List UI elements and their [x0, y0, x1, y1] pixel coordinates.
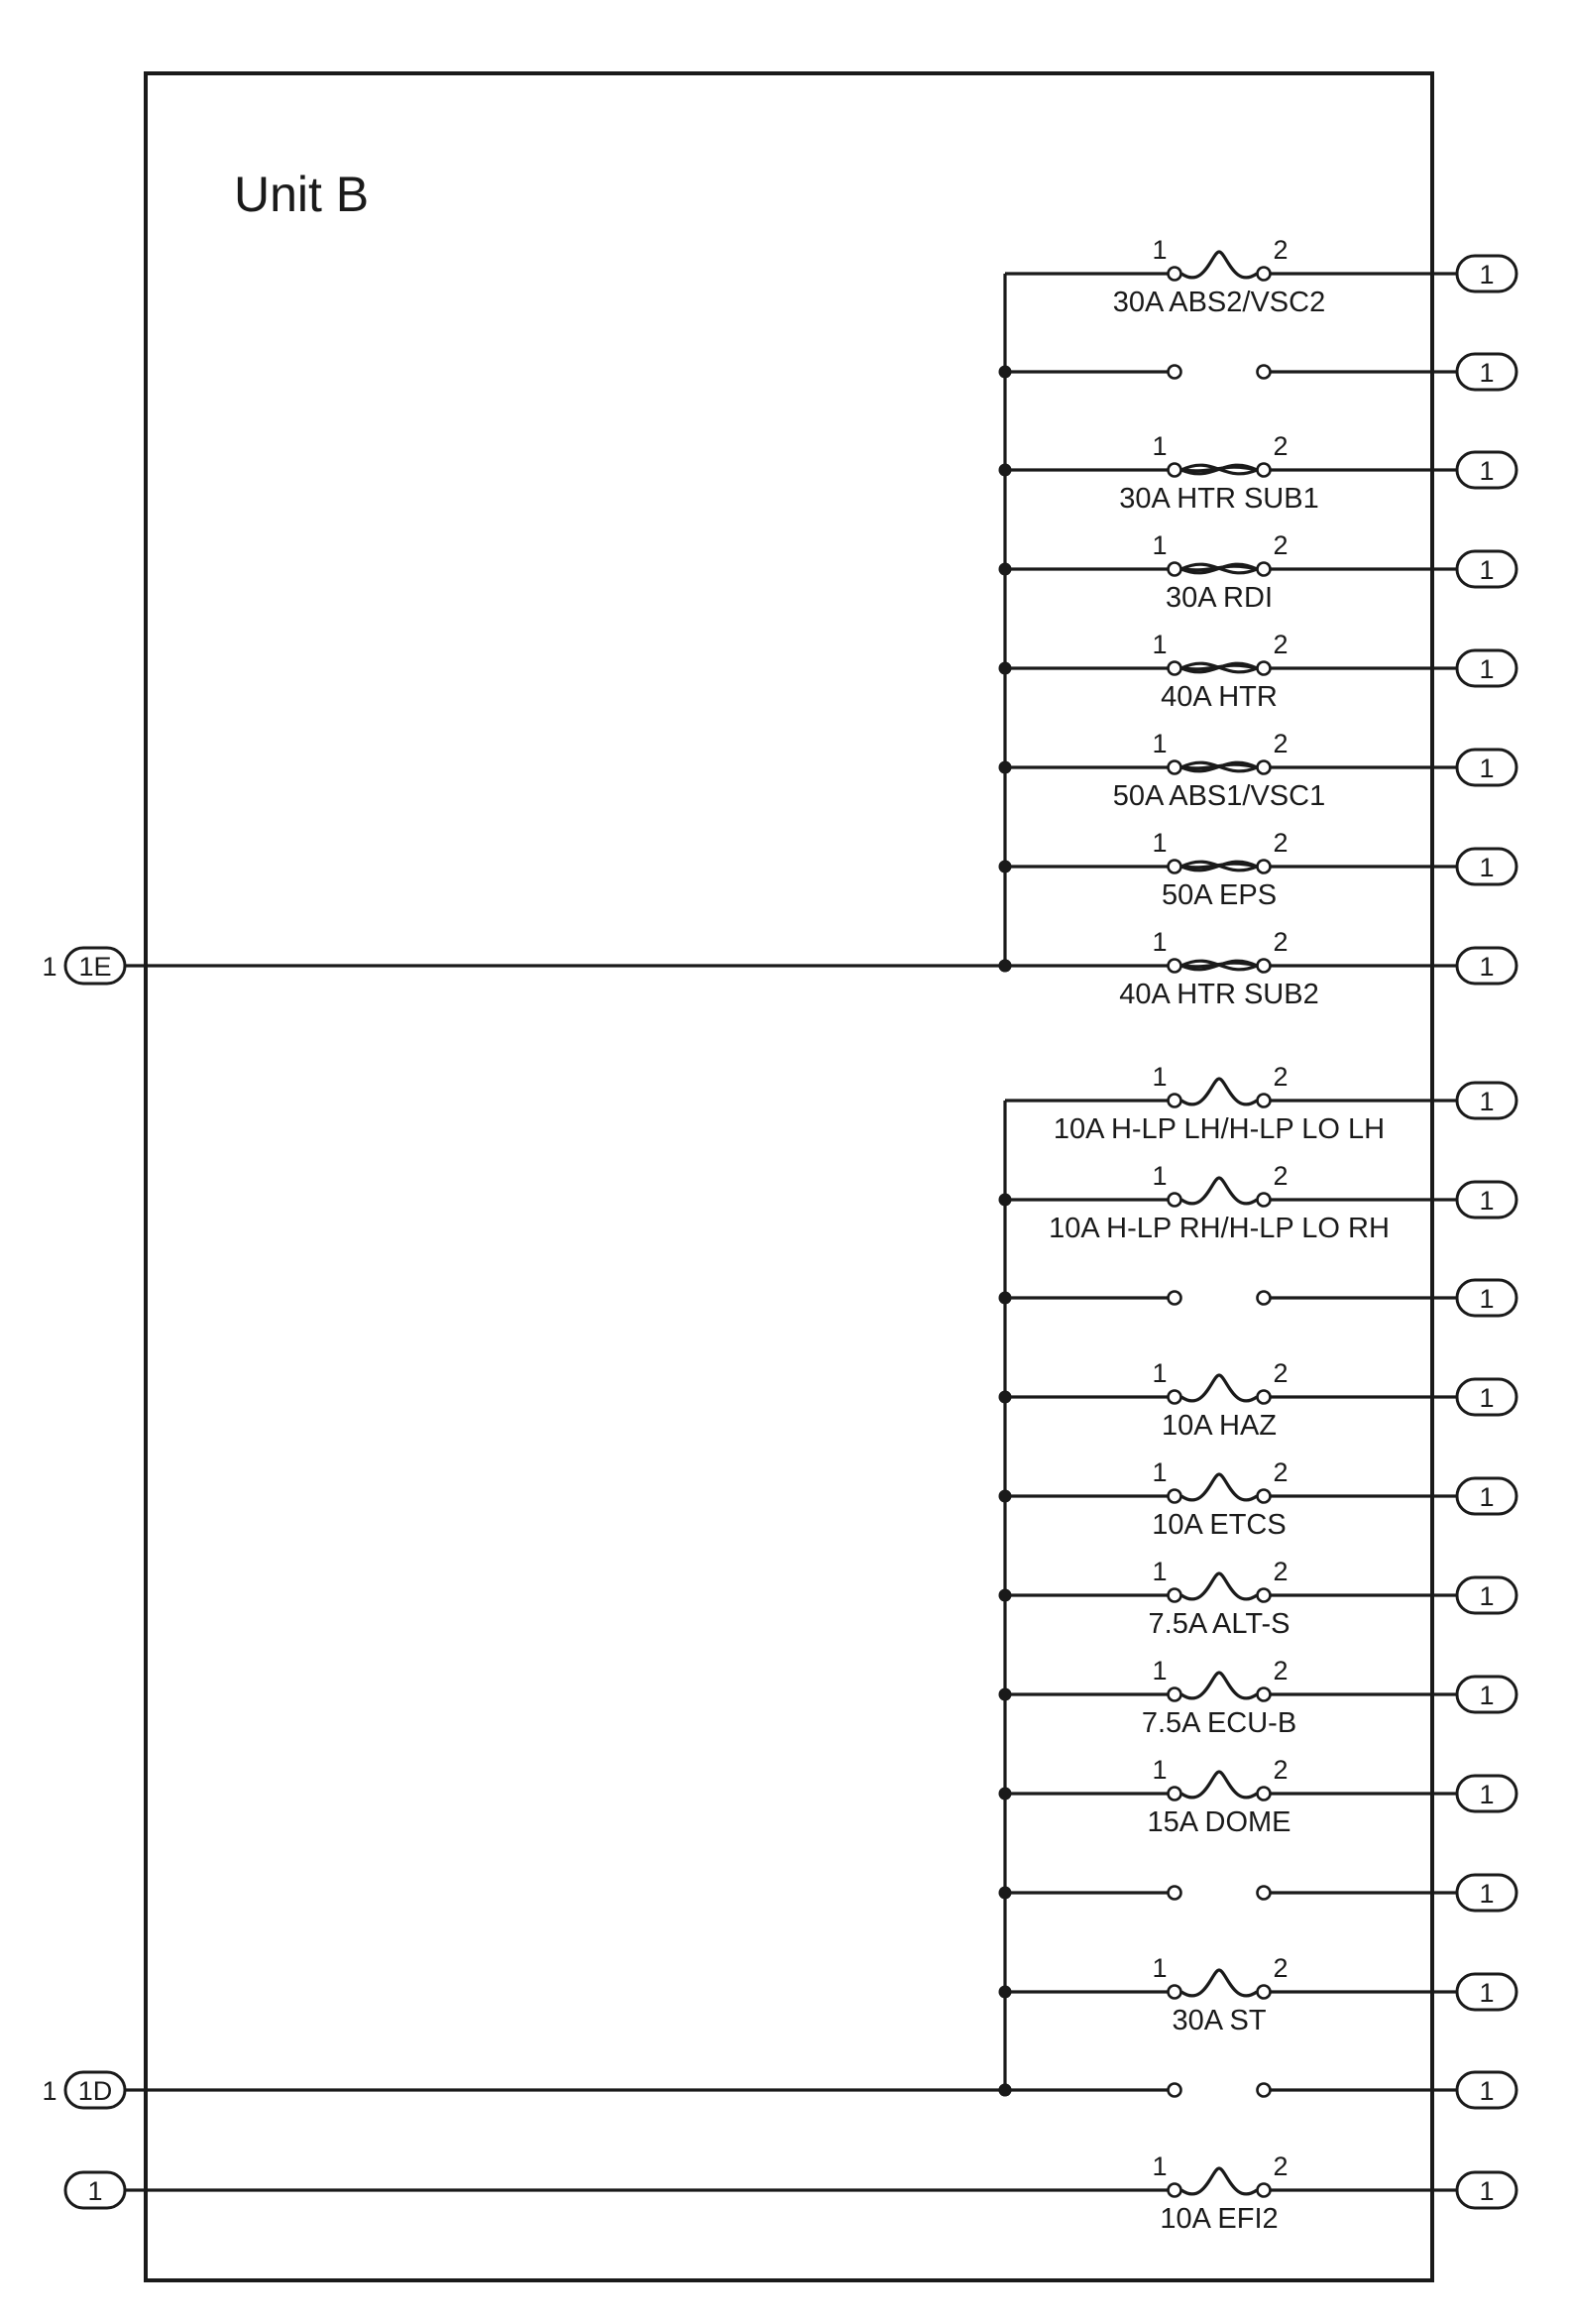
open-terminal-icon: [1169, 366, 1181, 379]
junction-dot-icon: [999, 1490, 1012, 1503]
right-connector-label: 1: [1479, 1978, 1495, 2008]
fuse-row: [999, 354, 1517, 390]
open-terminal-icon: [1169, 2184, 1181, 2197]
fuse-label: 10A H-LP RH/H-LP LO RH: [1049, 1213, 1390, 1244]
fuse-row: [999, 1358, 1517, 1442]
open-terminal-icon: [1169, 268, 1181, 281]
right-connector-label: 1: [1479, 555, 1495, 585]
left-connectors: [42, 948, 1011, 2208]
fuse-label: 10A H-LP LH/H-LP LO LH: [1053, 1113, 1386, 1145]
fuse-icon: [1181, 252, 1257, 278]
pin-1-label: 1: [1152, 1358, 1168, 1388]
open-terminal-icon: [1169, 1095, 1181, 1107]
junction-dot-icon: [999, 1986, 1012, 1999]
junction-dot-icon: [999, 1589, 1012, 1602]
right-connector-label: 1: [1479, 1284, 1495, 1314]
fuse-label: 10A EFI2: [1160, 2203, 1279, 2235]
fuse-row: [999, 1953, 1517, 2036]
fuse-row: [1005, 1062, 1516, 1145]
pin-2-label: 2: [1273, 630, 1289, 659]
pin-1-label: 1: [1152, 1557, 1168, 1586]
pin-2-label: 2: [1273, 828, 1289, 858]
pin-2-label: 2: [1273, 1457, 1289, 1487]
junction-dot-icon: [999, 960, 1012, 973]
open-terminal-icon: [1258, 268, 1271, 281]
pin-2-label: 2: [1273, 1161, 1289, 1191]
junction-dot-icon: [999, 861, 1012, 873]
pin-1-label: 1: [1152, 828, 1168, 858]
open-terminal-icon: [1258, 1986, 1271, 1999]
pin-2-label: 2: [1273, 1656, 1289, 1685]
fuse-row: [999, 927, 1517, 1010]
right-connector-label: 1: [1479, 1087, 1495, 1116]
fuse-label: 10A HAZ: [1161, 1410, 1278, 1442]
open-terminal-icon: [1258, 1292, 1271, 1305]
open-terminal-icon: [1169, 861, 1181, 873]
fuse-label: 15A DOME: [1147, 1806, 1291, 1838]
fuse-label: 30A ABS2/VSC2: [1112, 287, 1326, 318]
junction-dot-icon: [999, 1887, 1012, 1900]
fuse-row: [999, 1161, 1517, 1244]
fuse-row: [999, 1457, 1517, 1541]
fuse-row: [999, 828, 1517, 911]
pin-1-label: 1: [1152, 431, 1168, 461]
fuse-row: [999, 1280, 1517, 1316]
fuse-icon: [1181, 1573, 1257, 1599]
left-connector-pin: 1: [42, 2076, 57, 2106]
fuse-label: 50A ABS1/VSC1: [1112, 780, 1326, 812]
junction-dot-icon: [999, 366, 1012, 379]
open-terminal-icon: [1258, 761, 1271, 774]
junction-dot-icon: [999, 1292, 1012, 1305]
fuse-label: 30A ST: [1172, 2005, 1267, 2036]
junction-dot-icon: [999, 761, 1012, 774]
right-connector-label: 1: [1479, 1879, 1495, 1909]
pin-1-label: 1: [1152, 1656, 1168, 1685]
right-connector-label: 1: [1479, 2076, 1495, 2106]
pin-1-label: 1: [1152, 2151, 1168, 2181]
open-terminal-icon: [1169, 1194, 1181, 1207]
open-terminal-icon: [1258, 2084, 1271, 2097]
pin-1-label: 1: [1152, 1755, 1168, 1785]
open-terminal-icon: [1169, 2084, 1181, 2097]
open-terminal-icon: [1169, 464, 1181, 477]
open-terminal-icon: [1258, 1788, 1271, 1801]
pin-2-label: 2: [1273, 2151, 1289, 2181]
fuse-label: 40A HTR: [1161, 681, 1278, 713]
right-connector-label: 1: [1479, 754, 1495, 783]
fuse-icon: [1181, 1375, 1257, 1401]
open-terminal-icon: [1258, 2184, 1271, 2197]
left-connector-label: 1: [87, 2176, 103, 2206]
pin-1-label: 1: [1152, 729, 1168, 758]
fuse-row: [999, 1557, 1517, 1640]
left-connector: [65, 2172, 146, 2208]
junction-dot-icon: [999, 1391, 1012, 1404]
right-connector-label: 1: [1479, 1581, 1495, 1611]
fuse-icon: [1181, 2168, 1257, 2194]
junction-dot-icon: [999, 1688, 1012, 1701]
pin-2-label: 2: [1273, 235, 1289, 265]
fuse-row: [999, 630, 1517, 713]
fuse-icon: [1181, 1673, 1257, 1698]
open-terminal-icon: [1169, 1589, 1181, 1602]
right-connector-label: 1: [1479, 260, 1495, 290]
left-connector-label: 1D: [77, 2076, 113, 2106]
open-terminal-icon: [1258, 563, 1271, 576]
fuse-row: [999, 1755, 1517, 1838]
open-terminal-icon: [1169, 662, 1181, 675]
right-connector-label: 1: [1479, 1780, 1495, 1809]
open-terminal-icon: [1258, 366, 1271, 379]
left-connector-label: 1E: [78, 952, 112, 982]
right-connector-label: 1: [1479, 358, 1495, 388]
open-terminal-icon: [1258, 1194, 1271, 1207]
fuse-rows: [146, 235, 1516, 2235]
open-terminal-icon: [1258, 1589, 1271, 1602]
left-connector: [42, 948, 1011, 984]
fuse-label: 50A EPS: [1161, 879, 1278, 911]
pin-1-label: 1: [1152, 630, 1168, 659]
fuse-icon: [1181, 1079, 1257, 1104]
open-terminal-icon: [1169, 1688, 1181, 1701]
open-terminal-icon: [1169, 1490, 1181, 1503]
pin-1-label: 1: [1152, 927, 1168, 957]
fuse-label: 10A ETCS: [1152, 1509, 1287, 1541]
left-connector-pin: 1: [42, 952, 57, 982]
open-terminal-icon: [1169, 563, 1181, 576]
fuse-icon: [1181, 1474, 1257, 1500]
open-terminal-icon: [1258, 1391, 1271, 1404]
open-terminal-icon: [1169, 1391, 1181, 1404]
open-terminal-icon: [1258, 662, 1271, 675]
fuse-label: 7.5A ALT-S: [1148, 1608, 1290, 1640]
open-terminal-icon: [1258, 464, 1271, 477]
fuse-row: [999, 1875, 1517, 1911]
fuse-row: [999, 530, 1517, 614]
fuse-icon: [1181, 1178, 1257, 1204]
open-terminal-icon: [1258, 1688, 1271, 1701]
junction-dot-icon: [999, 1194, 1012, 1207]
pin-2-label: 2: [1273, 729, 1289, 758]
fuse-label: 40A HTR SUB2: [1119, 979, 1319, 1010]
fuse-label: 30A RDI: [1166, 582, 1273, 614]
right-connector-label: 1: [1479, 1186, 1495, 1216]
open-terminal-icon: [1258, 861, 1271, 873]
pin-2-label: 2: [1273, 1062, 1289, 1092]
pin-1-label: 1: [1152, 1062, 1168, 1092]
right-connector-label: 1: [1479, 1681, 1495, 1710]
pin-1-label: 1: [1152, 1161, 1168, 1191]
right-connector-label: 1: [1479, 654, 1495, 684]
fuse-row: [999, 2072, 1517, 2108]
fuse-row: [146, 2151, 1516, 2235]
junction-dot-icon: [999, 563, 1012, 576]
open-terminal-icon: [1169, 960, 1181, 973]
open-terminal-icon: [1258, 1490, 1271, 1503]
right-connector-label: 1: [1479, 456, 1495, 486]
left-connector: [42, 2072, 1011, 2108]
fuse-row: [999, 431, 1517, 515]
pin-2-label: 2: [1273, 431, 1289, 461]
fuse-icon: [1181, 1772, 1257, 1798]
junction-dot-icon: [999, 1788, 1012, 1801]
pin-1-label: 1: [1152, 1953, 1168, 1983]
pin-2-label: 2: [1273, 1953, 1289, 1983]
pin-2-label: 2: [1273, 530, 1289, 560]
right-connector-label: 1: [1479, 1482, 1495, 1512]
pin-2-label: 2: [1273, 927, 1289, 957]
junction-dot-icon: [999, 2084, 1012, 2097]
pin-1-label: 1: [1152, 1457, 1168, 1487]
unit-frame: [146, 73, 1432, 2280]
open-terminal-icon: [1169, 1887, 1181, 1900]
fuse-row: [999, 729, 1517, 812]
open-terminal-icon: [1258, 1095, 1271, 1107]
open-terminal-icon: [1258, 960, 1271, 973]
unit-border: [146, 73, 1432, 2280]
pin-1-label: 1: [1152, 530, 1168, 560]
junction-dot-icon: [999, 464, 1012, 477]
pin-2-label: 2: [1273, 1557, 1289, 1586]
pin-2-label: 2: [1273, 1755, 1289, 1785]
right-connector-label: 1: [1479, 1383, 1495, 1413]
open-terminal-icon: [1169, 1986, 1181, 1999]
right-connector-label: 1: [1479, 952, 1495, 982]
open-terminal-icon: [1169, 761, 1181, 774]
right-connector-label: 1: [1479, 853, 1495, 882]
fuse-label: 7.5A ECU-B: [1141, 1707, 1297, 1739]
fuse-label: 30A HTR SUB1: [1119, 483, 1319, 515]
pin-2-label: 2: [1273, 1358, 1289, 1388]
fuse-row: [999, 1656, 1517, 1739]
open-terminal-icon: [1169, 1788, 1181, 1801]
fuse-row: [1005, 235, 1516, 318]
junction-dot-icon: [999, 662, 1012, 675]
right-connector-label: 1: [1479, 2176, 1495, 2206]
fuse-icon: [1181, 1970, 1257, 1996]
open-terminal-icon: [1258, 1887, 1271, 1900]
unit-title: Unit B: [234, 167, 370, 222]
open-terminal-icon: [1169, 1292, 1181, 1305]
pin-1-label: 1: [1152, 235, 1168, 265]
